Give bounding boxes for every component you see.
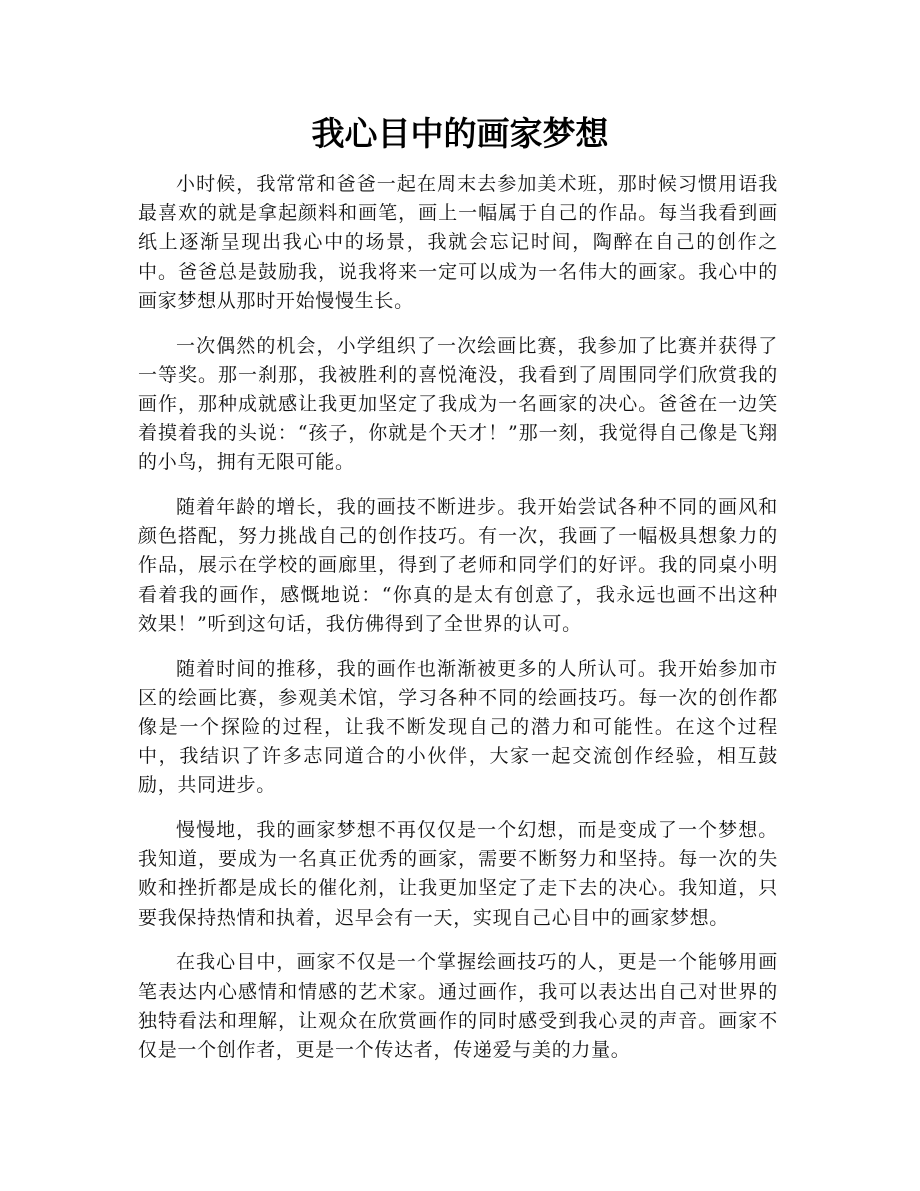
- document-body: [138, 170, 778, 1081]
- paragraph-1: 小时候，我常常和爸爸一起在周末去参加美术班，那时候习惯用语我最喜欢的就是拿起颜料和画笔，画上一幅属于自己的作品。每当我看到画纸上逐渐呈现出我心中的场景，我就会忘记时间，陶醉在自己的创作之中。爸爸总是鼓励我，说我将来一定可以成为一名伟大的画家。我心中的画家梦想从那时开始慢慢生长。: [138, 173, 778, 312]
- document-title: 我心目中的画家梦想: [311, 114, 609, 153]
- paragraph-2: 一次偶然的机会，小学组织了一次绘画比赛，我参加了比赛并获得了一等奖。那一刹那，我被胜利的喜悦淹没，我看到了周围同学们欣赏我的画作，那种成就感让我更加坚定了我成为一名画家的决心。爸爸在一边笑着摸着我的头说：“孩子，你就是个天才！”那一刻，我觉得自己像是飞翔的小鸟，拥有无限可能。: [138, 334, 778, 474]
- paragraph-5: 慢慢地，我的画家梦想不再仅仅是一个幻想，而是变成了一个梦想。我知道，要成为一名真正优秀的画家，需要不断努力和坚持。每一次的失败和挫折都是成长的催化剂，让我更加坚定了走下去的决心。我知道，只要我保持热情和执着，迟早会有一天，实现自己心目中的画家梦想。: [138, 819, 778, 929]
- paragraph-4: 随着时间的推移，我的画作也渐渐被更多的人所认可。我开始参加市区的绘画比赛，参观美术馆，学习各种不同的绘画技巧。每一次的创作都像是一个探险的过程，让我不断发现自己的潜力和可能性。在这个过程中，我结识了许多志同道合的小伙伴，大家一起交流创作经验，相互鼓励，共同进步。: [138, 657, 778, 797]
- paragraph-6: 在我心目中，画家不仅是一个掌握绘画技巧的人，更是一个能够用画笔表达内心感情和情感的艺术家。通过画作，我可以表达出自己对世界的独特看法和理解，让观众在欣赏画作的同时感受到我心灵的声音。画家不仅是一个创作者，更是一个传达者，传递爱与美的力量。: [138, 951, 778, 1061]
- paragraph-3: 随着年龄的增长，我的画技不断进步。我开始尝试各种不同的画风和颜色搭配，努力挑战自己的创作技巧。有一次，我画了一幅极具想象力的作品，展示在学校的画廊里，得到了老师和同学们的好评。我的同桌小明看着我的画作，感慨地说：“你真的是太有创意了，我永远也画不出这种效果！”听到这句话，我仿佛得到了全世界的认可。: [138, 496, 778, 635]
